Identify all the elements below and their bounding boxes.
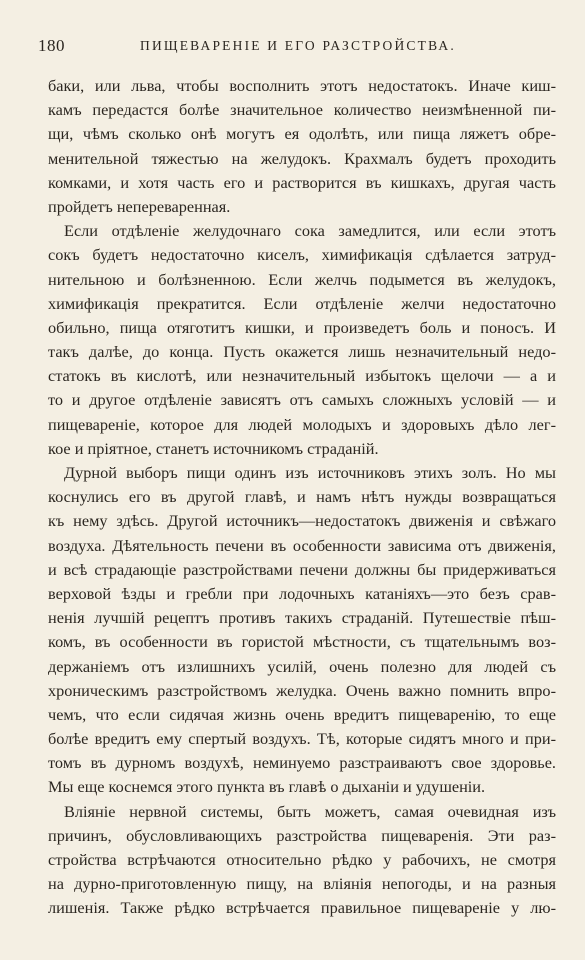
text-line: и всѣ страдающіе разстройствами печени должны бы придерживаться: [48, 559, 556, 579]
text-line: статокъ въ кислотѣ, или незначительный избытокъ щелочи — а и: [48, 366, 556, 386]
text-line: Вліяніе нервной системы, быть можетъ, самая очевидная изъ: [64, 801, 556, 821]
text-line: менительной тяжестью на желудокъ. Крахмалъ будетъ проходить: [48, 148, 556, 168]
text-line: Мы еще коснемся этого пункта въ главѣ о дыханіи и удушеніи.: [48, 777, 486, 797]
text-line: пищевареніе, которое для людей молодыхъ и здоровыхъ дѣло лег-: [48, 414, 556, 434]
text-line: химификація прекратится. Если отдѣленіе желчи недостаточно: [48, 293, 556, 313]
text-line: къ нему здѣсь. Другой источникъ—недостатокъ движенія и свѣжаго: [48, 511, 556, 531]
text-line: причинъ, обусловливающихъ разстройства пищеваренія. Эти раз-: [48, 825, 556, 845]
text-line: баки, или льва, чтобы восполнить этотъ недостатокъ. Иначе киш-: [48, 76, 556, 95]
running-title: ПИЩЕВАРЕНІЕ И ЕГО РАЗСТРОЙСТВА.: [140, 38, 456, 53]
text-line: верховой ѣзды и гребли при лодочныхъ катаніяхъ—это безъ срав-: [48, 583, 556, 603]
text-line: болѣе вредитъ ему спертый воздухъ. Тѣ, которые сидятъ много и при-: [48, 729, 556, 749]
page-number: 180: [38, 36, 65, 55]
text-line: камъ передастся болѣе значительное количество неизмѣненной пи-: [48, 100, 556, 120]
text-line: ненія лучшій рецептъ противъ такихъ страданій. Путешествіе пѣш-: [48, 608, 556, 628]
text-line: воздуха. Дѣятельность печени въ особенности зависима отъ движенія,: [48, 535, 556, 555]
text-line: пройдетъ непереваренная.: [48, 196, 231, 216]
text-line: то и другое отдѣленіе зависятъ отъ самыхъ сложныхъ условій — и: [48, 390, 556, 410]
text-line: сокъ будетъ недостаточно киселъ, химификація сдѣлается затруд-: [48, 245, 556, 265]
text-line: на дурно-приготовленную пищу, на вліянія непогоды, и на разныя: [48, 874, 556, 894]
text-line: томъ въ дурномъ воздухѣ, неминуемо разстраиваютъ свое здоровье.: [48, 753, 556, 773]
text-line: лишенія. Также рѣдко встрѣчается правильное пищевареніе у лю-: [48, 898, 556, 918]
text-line: комками, и хотя часть его и растворится въ кишкахъ, другая часть: [48, 172, 556, 192]
text-line: чемъ, что если сидячая жизнь очень вредитъ пищеваренію, то еще: [48, 704, 556, 724]
text-line: держаніемъ отъ излишнихъ усилій, очень полезно для людей съ: [48, 656, 556, 676]
text-line: коснулись его въ другой главѣ, и намъ нѣтъ нужды возвращаться: [48, 487, 556, 507]
text-line: Дурной выборъ пищи одинъ изъ источниковъ этихъ золъ. Но мы: [64, 463, 556, 482]
text-line: такъ далѣе, до конца. Пусть окажется лишь незначительный недо-: [48, 342, 556, 362]
text-line: обильно, пища отяготитъ кишки, и произведетъ боль и поносъ. И: [48, 317, 556, 337]
text-line: нительною и болѣзненною. Если желчь подымется въ желудокъ,: [48, 269, 556, 289]
text-line: стройства встрѣчаются относительно рѣдко у рабочихъ, не смотря: [48, 850, 556, 869]
body-text: [48, 74, 556, 921]
text-line: щи, чѣмъ сколько онѣ могутъ ея одолѣть, или пища ляжетъ обре-: [48, 124, 556, 144]
text-line: кое и пріятное, станетъ источникомъ страданій.: [48, 438, 379, 458]
text-line: хроническимъ разстройствомъ желудка. Очень важно помнить впро-: [48, 680, 556, 700]
text-line: Если отдѣленіе желудочнаго сока замедлится, или если этотъ: [64, 221, 556, 241]
text-line: комъ, въ особенности въ гористой мѣстности, съ тщательнымъ воз-: [48, 632, 556, 652]
